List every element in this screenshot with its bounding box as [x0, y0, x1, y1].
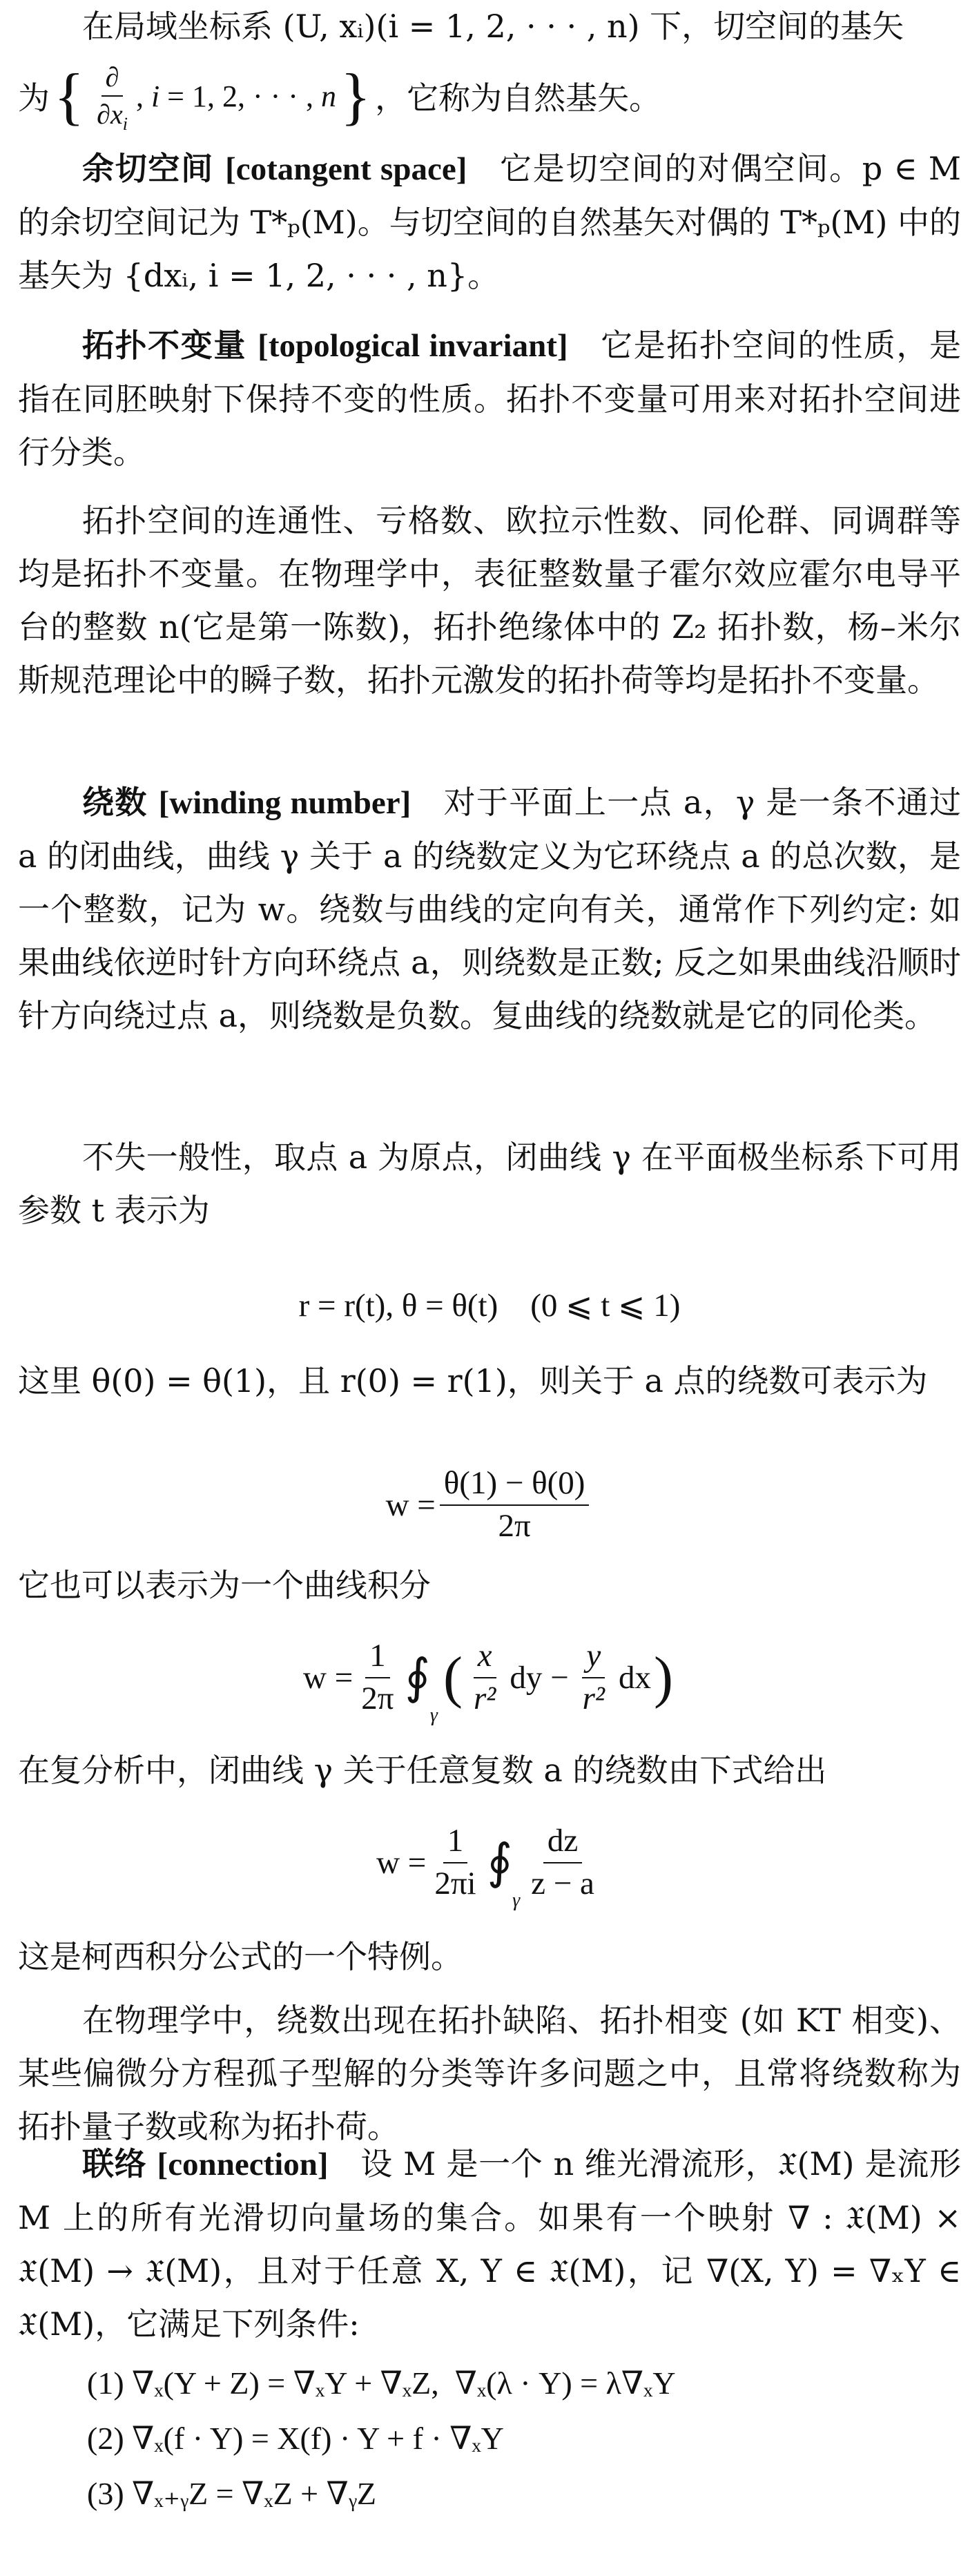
- equation-winding-angle-lhs: w =: [385, 1487, 436, 1523]
- equation-polar-param: [0, 1277, 979, 1333]
- oint-subscript-2: γ: [512, 1890, 521, 1911]
- winding-number-para3: 这里 θ(0) = θ(1)，且 r(0) = r(1)，则关于 a 点的绕数可表示为: [18, 1362, 928, 1400]
- x-over-r2: [469, 1638, 500, 1716]
- tangent-basis-suffix: ，它称为自然基矢。: [375, 79, 661, 117]
- connection-term-zh: 联络: [82, 2145, 147, 2182]
- coef4-den: 2πi: [434, 1866, 476, 1901]
- equation-complex-winding-coefficient: [430, 1823, 480, 1901]
- winding-number-term-zh: 绕数: [82, 784, 148, 821]
- winding-number-para5: 在复分析中，闭曲线 γ 关于任意复数 a 的绕数由下式给出: [18, 1752, 827, 1789]
- winding-number-term-en: [winding number]: [158, 785, 411, 821]
- winding-number-para7: 在物理学中，绕数出现在拓扑缺陷、拓扑相变 (如 KT 相变)、某些偏微分方程孤子型解的分类等许多问题之中，且常将绕数称为拓扑量子数或称为拓扑荷。: [18, 2002, 961, 2145]
- left-brace-glyph: {: [54, 61, 85, 131]
- frac2-num: y: [586, 1638, 601, 1674]
- winding-number-body: 对于平面上一点 a，γ 是一条不通过 a 的闭曲线，曲线 γ 关于 a 的绕数定义为它环绕点 a 的总次数，是一个整数，记为 w。绕数与曲线的定向有关，通常作下列约定: 如果曲线依逆时针方向环绕点 a，则绕数是正数; 反之如果曲线沿顺时针方向绕过点 a，则绕数是负数。复曲线的绕数就是它的同伦类。: [18, 784, 971, 1034]
- equation-line-integral-mid: dy −: [510, 1660, 569, 1696]
- oint-glyph: ∮: [405, 1651, 430, 1704]
- frac2-den: r²: [582, 1681, 605, 1716]
- topological-invariant-term-en: [topological invariant]: [258, 328, 568, 364]
- right-brace-glyph: }: [340, 61, 371, 131]
- equation-line-integral: [0, 1623, 979, 1733]
- tangent-basis-prefix: 为: [18, 79, 50, 117]
- topological-invariant-term-zh: 拓扑不变量: [82, 327, 246, 364]
- equation-line-integral-end: dx: [619, 1660, 651, 1696]
- topological-invariant-paragraph: [18, 319, 961, 479]
- equation-winding-angle: [0, 1457, 979, 1553]
- topological-invariant-body: 它是拓扑空间的性质，是指在同胚映射下保持不变的性质。拓扑不变量可用来对拓扑空间进行分类。: [18, 327, 962, 471]
- tangent-basis-line1: 在局域坐标系 (U, xᵢ)(i = 1, 2, · · · , n) 下，切空间的基矢: [82, 8, 904, 45]
- eq4-den: z − a: [531, 1866, 594, 1901]
- connection-condition-3: (3) ∇ₓ₊ᵧZ = ∇ₓZ + ∇ᵧZ: [87, 2476, 377, 2511]
- tangent-basis-line2: [18, 58, 961, 134]
- cotangent-term-zh: 余切空间: [82, 150, 214, 187]
- frac1-den: r²: [473, 1681, 496, 1716]
- contour-integral-icon-2: [487, 1836, 521, 1911]
- equation-complex-winding: [0, 1808, 979, 1918]
- connection-conditions: [18, 2356, 961, 2521]
- natural-basis-set: $\frac{\partial}{\partial x_i}$ , i = 1, 2, · · · , n: [88, 62, 336, 130]
- equation-line-integral-lhs: w =: [303, 1660, 353, 1696]
- connection-condition-2: (2) ∇ₓ(f · Y) = X(f) · Y + f · ∇ₓY: [87, 2421, 504, 2456]
- coef-den: 2π: [361, 1681, 394, 1716]
- equation-complex-winding-lhs: w =: [376, 1845, 427, 1881]
- frac1-num: x: [477, 1638, 492, 1674]
- coef-num: 1: [365, 1638, 390, 1678]
- connection-term-en: [connection]: [157, 2147, 329, 2182]
- cotangent-term-en: [cotangent space]: [225, 151, 467, 187]
- topological-invariant-para2: 拓扑空间的连通性、亏格数、欧拉示性数、同伦群、同调群等均是拓扑不变量。在物理学中，表征整数量子霍尔效应霍尔电导平台的整数 n(它是第一陈数)，拓扑绝缘体中的 Z₂ 拓扑数，杨–米尔斯规范理论中的瞬子数，拓扑元激发的拓扑荷等均是拓扑不变量。: [18, 502, 961, 699]
- cotangent-paragraph: [18, 142, 971, 302]
- winding-number-paragraph: [18, 776, 971, 1043]
- winding-number-para6: 这是柯西积分公式的一个特例。: [18, 1938, 463, 1975]
- equation-winding-angle-denominator: 2π: [498, 1508, 531, 1544]
- oint-subscript: γ: [429, 1705, 438, 1726]
- eq4-num: dz: [543, 1823, 582, 1863]
- contour-integral-icon: [405, 1651, 438, 1726]
- oint-glyph-2: ∮: [487, 1836, 513, 1889]
- partial-fraction: $\frac{\partial}{\partial x_i}$: [97, 61, 128, 134]
- connection-paragraph: [18, 2138, 971, 2351]
- coef4-num: 1: [443, 1823, 468, 1863]
- cotangent-body: 它是切空间的对偶空间。p ∈ M 的余切空间记为 T*ₚ(M)。与切空间的自然基矢对偶的 T*ₚ(M) 中的基矢为 {dxᵢ, i = 1, 2, · · · , n}。: [18, 150, 971, 294]
- winding-number-para2: 不失一般性，取点 a 为原点，闭曲线 γ 在平面极坐标系下可用参数 t 表示为: [18, 1139, 961, 1229]
- connection-condition-1: (1) ∇ₓ(Y + Z) = ∇ₓY + ∇ₓZ, ∇ₓ(λ · Y) = λ∇ₓY: [87, 2365, 676, 2401]
- dz-over-z-minus-a: [527, 1823, 599, 1901]
- winding-number-para4: 它也可以表示为一个曲线积分: [18, 1567, 431, 1604]
- right-paren-glyph: ): [654, 1645, 673, 1710]
- equation-polar-param-text: r = r(t), θ = θ(t) (0 ⩽ t ⩽ 1): [298, 1287, 681, 1324]
- left-paren-glyph: (: [443, 1645, 463, 1710]
- connection-body: 设 M 是一个 n 维光滑流形，𝔛(M) 是流形 M 上的所有光滑切向量场的集合。如果有一个映射 ∇ : 𝔛(M) × 𝔛(M) → 𝔛(M)，且对于任意 X, Y ∈ 𝔛(M)，记 ∇(X, Y) = ∇ₓY ∈ 𝔛(M)，它满足下列条件:: [18, 2145, 971, 2343]
- equation-winding-angle-fraction: [440, 1466, 590, 1544]
- equation-line-integral-coefficient: [357, 1638, 398, 1716]
- equation-winding-angle-numerator: θ(1) − θ(0): [440, 1466, 590, 1506]
- y-over-r2: [579, 1638, 609, 1716]
